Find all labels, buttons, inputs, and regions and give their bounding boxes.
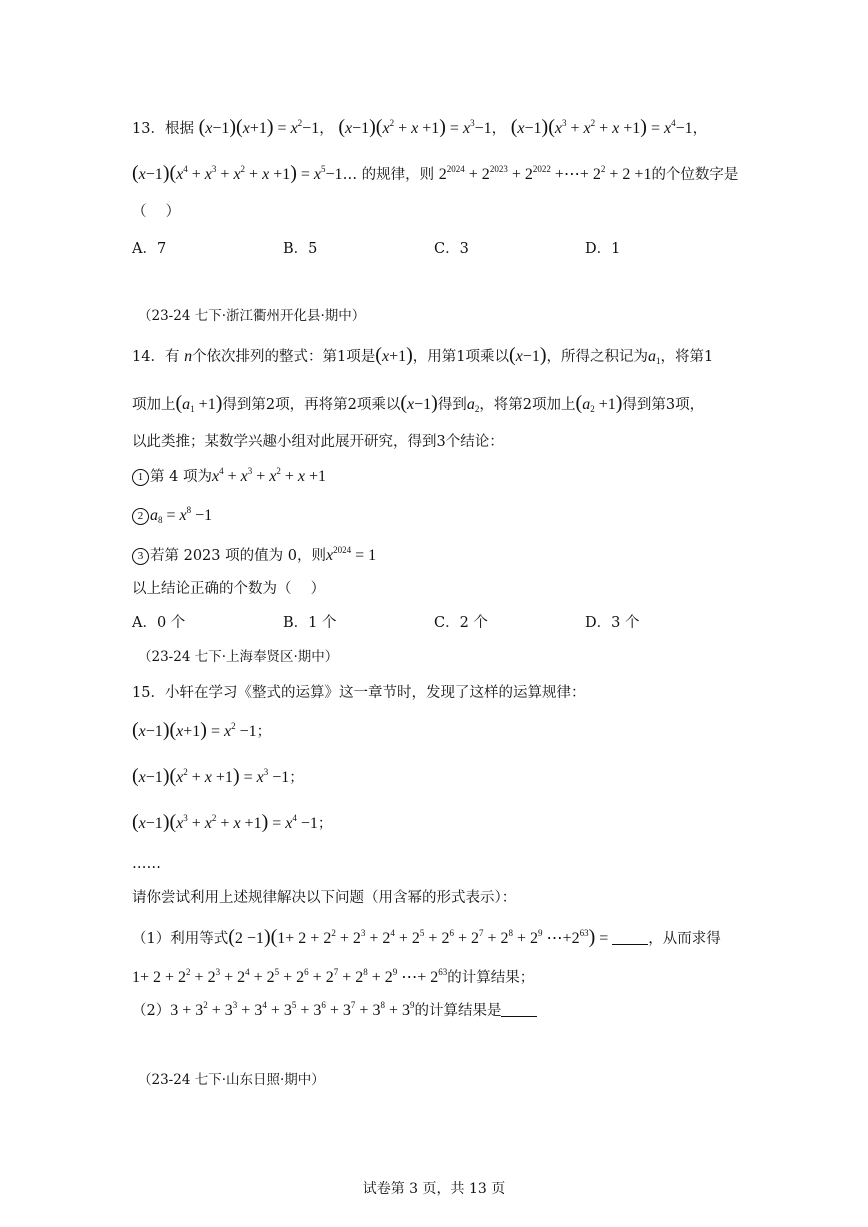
answer-blank[interactable]	[501, 1002, 537, 1017]
q14-text: 项加上	[132, 397, 176, 413]
q13-pattern-tail: … 的规律，则	[342, 167, 435, 183]
circled-number-3: 3	[132, 548, 149, 565]
q14-text: 得到第2项，再将第2项乘以	[222, 397, 401, 413]
page-footer: 试卷第 3 页，共 13 页	[362, 1181, 506, 1197]
q15-intro	[132, 682, 585, 704]
q15-ellipsis: ……	[132, 856, 161, 872]
q14-text: ，将第2项加上	[479, 397, 576, 413]
q14-option-b: B．1 个	[283, 615, 337, 631]
q15-source: （23-24 七下·上海奉贤区·期中）	[138, 649, 339, 665]
q14-line3: 以此类推；某数学兴趣小组对此展开研究，得到3个结论：	[132, 434, 504, 450]
q15-part2-label: （2）	[132, 1003, 171, 1019]
q14-line1: 14．有 n个依次排列的整式：第1项是(x+1)，用第1项乘以(x−1)，所得之积记为$a_1$，将第1	[132, 344, 714, 366]
q15-part2: $(2)3 + 3^2 + 3^3 + 3^4 + 3^5 + 3^6 + 3^7 + 3^8 + 3^9$的计算结果是	[132, 1000, 537, 1022]
q14-number: 14．	[132, 349, 165, 365]
q14-conclusion-3: 3 若第 2023 项的值为 0，则$x^{2024} = 1$	[132, 545, 376, 567]
q15-part1: （1）利用等式$(2 -1)(1+ 2 + 2^2 + 2^3 + 2^4 + 2^5 + 2^6 + 2^7 + 2^8 + 2^9$ $\cdots+2^{63}$) = ，从而求得	[132, 926, 721, 948]
q14-text: 个依次排列的整式：第1项是	[192, 349, 376, 365]
q13-option-b: B．5	[283, 241, 318, 257]
q15-part1-tail: ，从而求得	[648, 931, 721, 947]
q15-rule-3: $(x-1)(x^3 + x^2 + x +1) = x^4 -1$；	[132, 811, 333, 833]
q14-conclusion-1: 1 第 4 项为$x^4 + x^3 + x^2 + x +1$	[132, 466, 326, 488]
q14-text: ，用第1项乘以	[412, 349, 510, 365]
q13-option-c: C．3	[434, 241, 469, 257]
q14-text: 有	[164, 349, 180, 365]
q13-paren: （ ）	[132, 204, 181, 220]
q14-conclusion-3-text: 若第 2023 项的值为 0，则	[150, 548, 326, 564]
q15-number: 15．	[132, 685, 165, 701]
q15-part1-label: （1）利用等式	[132, 931, 229, 947]
q13-option-d: D．1	[585, 241, 621, 257]
answer-blank[interactable]	[612, 930, 648, 945]
q14-source: （23-24 七下·浙江衢州开化县·期中）	[138, 308, 366, 324]
q13-sum-tail: 的个位数字是	[651, 167, 739, 183]
q13-option-a: A．7	[132, 241, 167, 257]
q14-line2: 项加上$(a_1 +1)$得到第2项，再将第2项乘以(x−1)得到$a_2$，将第2项加上$(a_2 +1)$得到第3项，	[132, 392, 705, 414]
q15-part1-line2-tail: 的计算结果；	[447, 970, 535, 986]
q13-line2: $(x-1)(x^4 + x^3 + x^2 + x +1)$ = $x^5-1\dots$ 的规律，则 $2^{2024} + 2^{2023} + 2^{2022}$ +⋯+ $2^2 + 2 +1$的个位数字是	[132, 162, 739, 184]
q13-line1: 13．根据 $(x-1)(x+1) = x^2-1$， $(x-1)(x^2 + x +1) = x^3-1$， $(x-1)(x^3 + x^2 + x +1) = x^4-1$，	[132, 116, 708, 138]
circled-number-2: 2	[132, 508, 149, 525]
q14-text: 得到第3项，	[622, 397, 705, 413]
q14-option-c: C．2 个	[434, 615, 488, 631]
circled-number-1: 1	[132, 469, 149, 486]
q14-text: ，所得之积记为	[546, 349, 648, 365]
q15-part2-tail: 的计算结果是	[414, 1003, 502, 1019]
q13-intro: 根据	[164, 121, 194, 137]
q14-ask: 以上结论正确的个数为（ ）	[132, 581, 326, 597]
q15-rule-2: $(x-1)(x^2 + x +1) = x^3 -1$；	[132, 765, 304, 787]
q14-option-d: D．3 个	[585, 615, 640, 631]
q16-source: （23-24 七下·山东日照·期中）	[138, 1072, 325, 1088]
q14-text: ，将第1	[660, 349, 714, 365]
q15-part1-line2: $1+ 2 + 2^2 + 2^3 + 2^4 + 2^5 + 2^6 + 2^7 + 2^8 + 2^9$ ⋯+ $2^{63}$的计算结果；	[132, 967, 535, 986]
q14-conclusion-2: 2 $a_8 = x^8 -1$	[132, 505, 212, 527]
q15-instruction: 请你尝试利用上述规律解决以下问题（用含幂的形式表示）：	[132, 890, 517, 906]
q15-intro-text: 小轩在学习《整式的运算》这一章节时，发现了这样的运算规律：	[164, 685, 586, 701]
q14-option-a: A．0 个	[132, 615, 186, 631]
q13-number: 13．	[132, 121, 165, 137]
q14-text: 得到	[437, 397, 467, 413]
q14-conclusion-1-text: 第 4 项为	[150, 469, 212, 485]
q15-rule-1: $(x-1)(x+1) = x^2 -1$；	[132, 719, 272, 741]
